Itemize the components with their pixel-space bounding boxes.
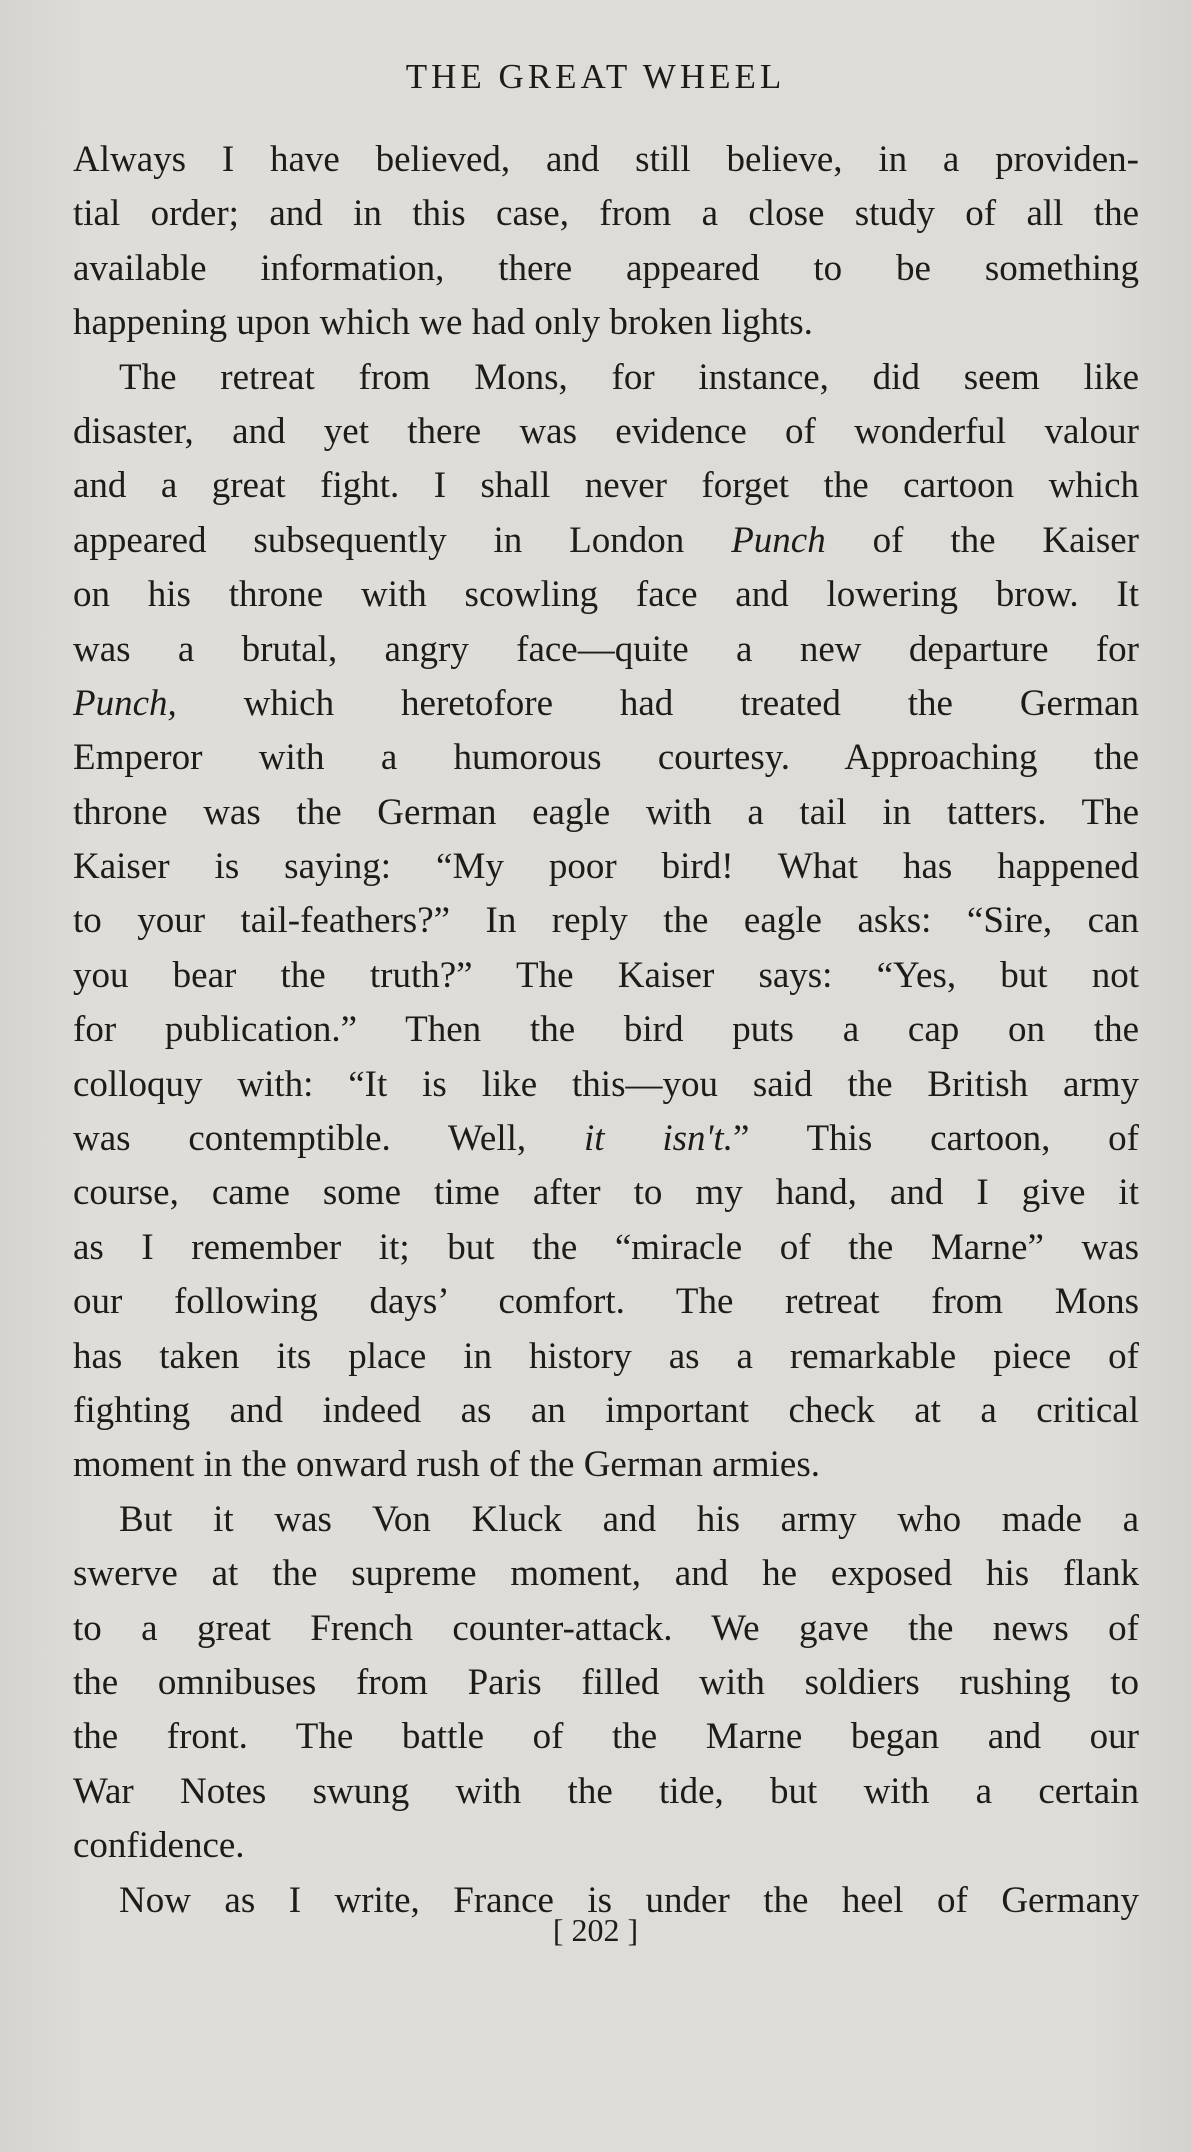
text-line: for publication.” Then the bird puts a cap on the bbox=[73, 1009, 1139, 1051]
text-line: the omnibuses from Paris filled with soldiers rushing to bbox=[73, 1661, 1139, 1703]
text-line: to a great French counter-attack. We gave the news of bbox=[73, 1607, 1139, 1649]
text-line: The retreat from Mons, for instance, did seem like bbox=[119, 356, 1139, 398]
text-line: moment in the onward rush of the German armies. bbox=[73, 1444, 820, 1486]
italic-text: Punch bbox=[731, 519, 826, 561]
text-line: tial order; and in this case, from a close study of all the bbox=[73, 193, 1139, 235]
text-line: Now as I write, France is under the heel of Germany bbox=[119, 1879, 1139, 1921]
text-line: swerve at the supreme moment, and he exposed his flank bbox=[73, 1553, 1139, 1595]
italic-text: it isn't. bbox=[583, 1118, 733, 1160]
text-line: has taken its place in history as a remarkable piece of bbox=[73, 1335, 1139, 1377]
text-line: and a great fight. I shall never forget the cartoon which bbox=[73, 465, 1139, 507]
text-line: Emperor with a humorous courtesy. Approaching the bbox=[73, 737, 1139, 779]
text-line bbox=[73, 677, 1139, 731]
running-head: THE GREAT WHEEL bbox=[405, 57, 786, 96]
body-text bbox=[73, 133, 1139, 1928]
text-line: War Notes swung with the tide, but with a certain bbox=[73, 1770, 1139, 1812]
text-line: disaster, and yet there was evidence of wonderful valour bbox=[73, 410, 1139, 452]
text-line: course, came some time after to my hand, and I give it bbox=[73, 1172, 1139, 1214]
text-line: confidence. bbox=[73, 1825, 245, 1867]
text-line: throne was the German eagle with a tail in tatters. The bbox=[73, 791, 1139, 833]
text-line: Always I have believed, and still believe, in a providen- bbox=[73, 139, 1139, 180]
text-line bbox=[73, 1112, 1139, 1166]
text-line: on his throne with scowling face and lowering brow. It bbox=[73, 574, 1139, 616]
text-line: you bear the truth?” The Kaiser says: “Yes, but not bbox=[73, 954, 1139, 996]
text-run: appeared subsequently in London bbox=[73, 519, 732, 561]
text-line bbox=[73, 514, 1139, 568]
page-number: [ 202 ] bbox=[552, 1912, 639, 1948]
italic-text: Punch, bbox=[73, 682, 177, 724]
text-line: colloquy with: “It is like this—you said the British army bbox=[73, 1063, 1139, 1105]
text-line: fighting and indeed as an important check at a critical bbox=[73, 1389, 1139, 1431]
text-line: But it was Von Kluck and his army who made a bbox=[119, 1498, 1139, 1540]
text-run: which heretofore had treated the German bbox=[176, 682, 1139, 724]
text-line: the front. The battle of the Marne began and our bbox=[73, 1716, 1139, 1758]
text-run: was contemptible. Well, bbox=[73, 1118, 584, 1160]
text-run: ” This cartoon, of bbox=[732, 1118, 1139, 1160]
text-run: of the Kaiser bbox=[825, 519, 1139, 561]
text-line: our following days’ comfort. The retreat from Mons bbox=[73, 1281, 1139, 1323]
text-line: Kaiser is saying: “My poor bird! What has happened bbox=[73, 846, 1139, 888]
text-line: available information, there appeared to be something bbox=[73, 247, 1139, 289]
text-line: was a brutal, angry face—quite a new departure for bbox=[73, 628, 1139, 670]
text-line: to your tail-feathers?” In reply the eagle asks: “Sire, can bbox=[73, 900, 1139, 942]
text-line: as I remember it; but the “miracle of the Marne” was bbox=[73, 1226, 1139, 1268]
text-line: happening upon which we had only broken lights. bbox=[73, 302, 813, 344]
